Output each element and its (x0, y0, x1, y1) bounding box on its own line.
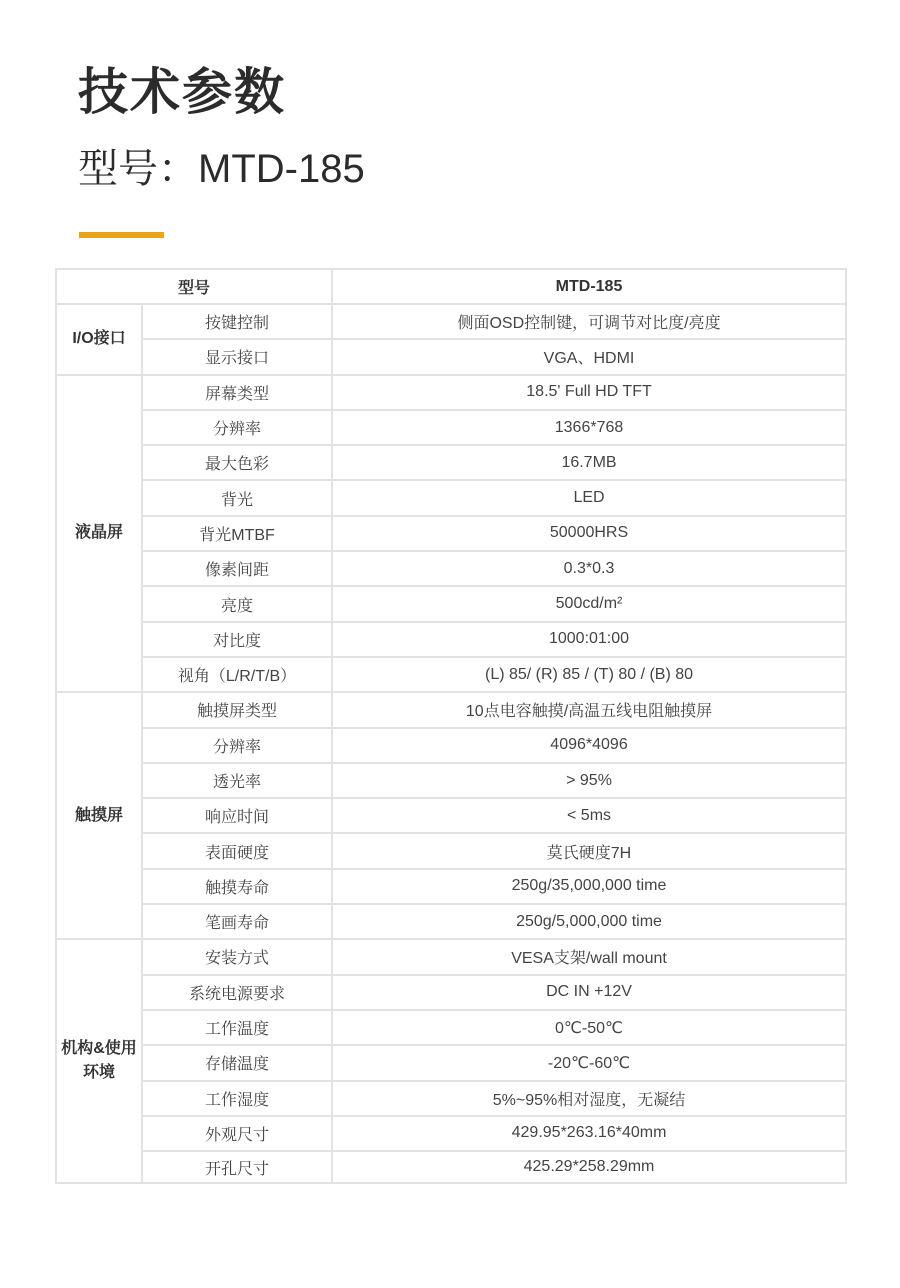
table-row (56, 480, 846, 515)
table-row (56, 516, 846, 551)
table-row (56, 798, 846, 833)
param-name: 表面硬度 (142, 833, 332, 868)
param-value: VGA、HDMI (332, 339, 846, 374)
header-label: 型号 (56, 269, 332, 304)
table-row (56, 410, 846, 445)
table-row (56, 692, 846, 727)
param-value: 500cd/m² (332, 586, 846, 621)
table-row (56, 939, 846, 974)
table-row (56, 904, 846, 939)
group-io: I/O接口 (56, 304, 142, 375)
param-value: 4096*4096 (332, 728, 846, 763)
table-row (56, 975, 846, 1010)
param-value: 0.3*0.3 (332, 551, 846, 586)
table-row (56, 657, 846, 692)
param-value: 250g/35,000,000 time (332, 869, 846, 904)
accent-divider (79, 232, 164, 238)
param-value: 50000HRS (332, 516, 846, 551)
table-row (56, 869, 846, 904)
param-value: 5%~95%相对湿度，无凝结 (332, 1081, 846, 1116)
param-value: 1000:01:00 (332, 622, 846, 657)
param-name: 工作温度 (142, 1010, 332, 1045)
param-name: 工作湿度 (142, 1081, 332, 1116)
param-name: 开孔尺寸 (142, 1151, 332, 1183)
param-value: 莫氏硬度7H (332, 833, 846, 868)
param-value: 侧面OSD控制键，可调节对比度/亮度 (332, 304, 846, 339)
param-value: > 95% (332, 763, 846, 798)
table-row (56, 622, 846, 657)
table-row (56, 375, 846, 410)
table-row (56, 1045, 846, 1080)
param-name: 背光 (142, 480, 332, 515)
param-name: 视角（L/R/T/B） (142, 657, 332, 692)
param-name: 透光率 (142, 763, 332, 798)
group-mechanical-environment: 机构&使用环境 (56, 939, 142, 1183)
table-row (56, 763, 846, 798)
param-name: 显示接口 (142, 339, 332, 374)
param-value: 250g/5,000,000 time (332, 904, 846, 939)
param-name: 外观尺寸 (142, 1116, 332, 1151)
table-row (56, 833, 846, 868)
param-name: 背光MTBF (142, 516, 332, 551)
param-value: 425.29*258.29mm (332, 1151, 846, 1183)
param-name: 系统电源要求 (142, 975, 332, 1010)
param-name: 安装方式 (142, 939, 332, 974)
param-name: 笔画寿命 (142, 904, 332, 939)
spec-table (55, 268, 847, 1184)
param-name: 对比度 (142, 622, 332, 657)
param-name: 触摸屏类型 (142, 692, 332, 727)
table-row (56, 339, 846, 374)
param-name: 像素间距 (142, 551, 332, 586)
param-value: 1366*768 (332, 410, 846, 445)
param-value: 0℃-50℃ (332, 1010, 846, 1045)
table-row (56, 551, 846, 586)
param-name: 屏幕类型 (142, 375, 332, 410)
header-value: MTD-185 (332, 269, 846, 304)
table-row (56, 304, 846, 339)
table-row (56, 1081, 846, 1116)
model-subtitle: 型号：MTD-185 (78, 147, 365, 191)
param-value: 18.5' Full HD TFT (332, 375, 846, 410)
table-row (56, 728, 846, 763)
table-row (56, 445, 846, 480)
table-row (56, 1010, 846, 1045)
param-name: 分辨率 (142, 410, 332, 445)
param-name: 存储温度 (142, 1045, 332, 1080)
param-value: 16.7MB (332, 445, 846, 480)
group-lcd: 液晶屏 (56, 375, 142, 693)
param-name: 触摸寿命 (142, 869, 332, 904)
param-value: < 5ms (332, 798, 846, 833)
param-value: LED (332, 480, 846, 515)
group-touch: 触摸屏 (56, 692, 142, 939)
param-value: DC IN +12V (332, 975, 846, 1010)
param-name: 按键控制 (142, 304, 332, 339)
table-row (56, 1116, 846, 1151)
param-name: 最大色彩 (142, 445, 332, 480)
param-name: 亮度 (142, 586, 332, 621)
param-value: -20℃-60℃ (332, 1045, 846, 1080)
param-value: 429.95*263.16*40mm (332, 1116, 846, 1151)
table-header-row (56, 269, 846, 304)
param-name: 响应时间 (142, 798, 332, 833)
param-value: (L) 85/ (R) 85 / (T) 80 / (B) 80 (332, 657, 846, 692)
page-title: 技术参数 (78, 64, 286, 120)
table-row (56, 586, 846, 621)
param-value: 10点电容触摸/高温五线电阻触摸屏 (332, 692, 846, 727)
param-name: 分辨率 (142, 728, 332, 763)
table-row (56, 1151, 846, 1183)
param-value: VESA支架/wall mount (332, 939, 846, 974)
